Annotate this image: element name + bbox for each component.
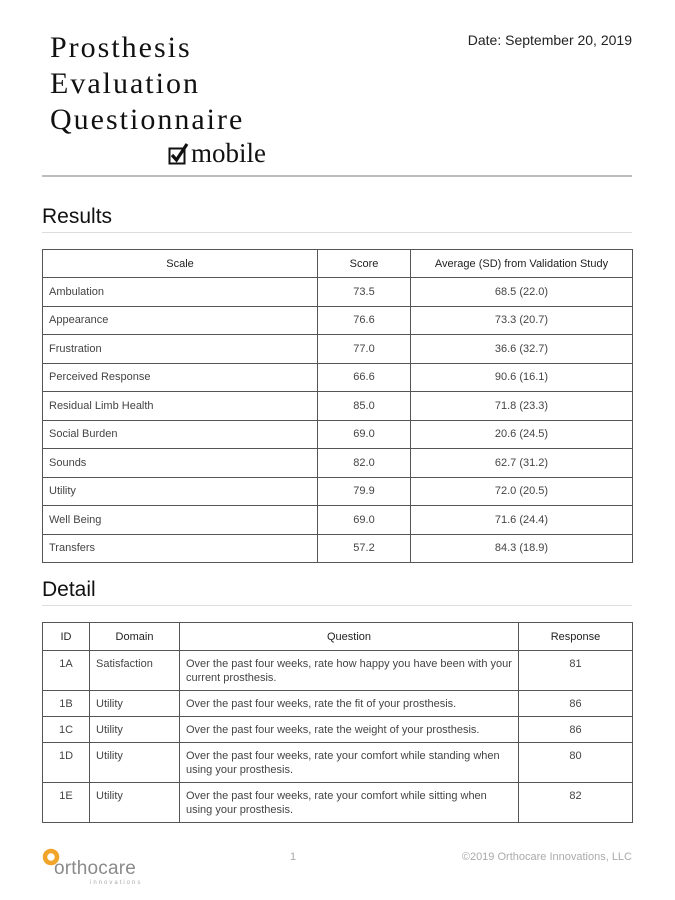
results-header-row xyxy=(43,250,633,278)
document-title xyxy=(50,30,244,138)
table-row xyxy=(43,651,633,691)
detail-heading-rule xyxy=(42,605,632,606)
score-cell: 77.0 xyxy=(318,335,411,364)
table-row xyxy=(43,420,633,449)
header-divider xyxy=(42,175,632,177)
orthocare-logo-tagline: innovations xyxy=(90,880,143,886)
question-cell: Over the past four weeks, rate your comfort while sitting when using your prosthesis. xyxy=(180,783,519,823)
average-cell: 84.3 (18.9) xyxy=(411,534,633,563)
question-cell: Over the past four weeks, rate the weight of your prosthesis. xyxy=(180,717,519,743)
scale-cell: Well Being xyxy=(43,506,318,535)
table-row xyxy=(43,506,633,535)
column-header-id: ID xyxy=(43,623,90,651)
scale-cell: Frustration xyxy=(43,335,318,364)
table-row xyxy=(43,306,633,335)
title-line: Questionnaire xyxy=(50,103,245,136)
average-cell: 73.3 (20.7) xyxy=(411,306,633,335)
scale-cell: Transfers xyxy=(43,534,318,563)
page-number: 1 xyxy=(290,851,297,863)
id-cell: 1B xyxy=(43,691,90,717)
response-cell: 80 xyxy=(519,743,633,783)
domain-cell: Utility xyxy=(90,717,180,743)
response-cell: 86 xyxy=(519,717,633,743)
table-row xyxy=(43,534,633,563)
domain-cell: Utility xyxy=(90,783,180,823)
domain-cell: Satisfaction xyxy=(90,651,180,691)
score-cell: 85.0 xyxy=(318,392,411,421)
column-header-score: Score xyxy=(318,250,411,278)
average-cell: 72.0 (20.5) xyxy=(411,477,633,506)
table-row xyxy=(43,449,633,478)
question-cell: Over the past four weeks, rate the fit of your prosthesis. xyxy=(180,691,519,717)
results-heading-rule xyxy=(42,232,632,233)
score-cell: 73.5 xyxy=(318,278,411,307)
results-table xyxy=(42,249,633,563)
id-cell: 1D xyxy=(43,743,90,783)
title-line: Evaluation xyxy=(50,67,200,100)
table-row xyxy=(43,278,633,307)
results-heading: Results xyxy=(42,205,113,228)
average-cell: 62.7 (31.2) xyxy=(411,449,633,478)
domain-cell: Utility xyxy=(90,691,180,717)
score-cell: 79.9 xyxy=(318,477,411,506)
score-cell: 76.6 xyxy=(318,306,411,335)
question-cell: Over the past four weeks, rate how happy you have been with your current prosthesis. xyxy=(180,651,519,691)
id-cell: 1E xyxy=(43,783,90,823)
scale-cell: Residual Limb Health xyxy=(43,392,318,421)
score-cell: 57.2 xyxy=(318,534,411,563)
response-cell: 86 xyxy=(519,691,633,717)
mobile-logo xyxy=(168,138,266,169)
copyright-notice: ©2019 Orthocare Innovations, LLC xyxy=(461,851,632,863)
scale-cell: Appearance xyxy=(43,306,318,335)
average-cell: 20.6 (24.5) xyxy=(411,420,633,449)
score-cell: 69.0 xyxy=(318,506,411,535)
average-cell: 90.6 (16.1) xyxy=(411,363,633,392)
scale-cell: Ambulation xyxy=(43,278,318,307)
detail-heading: Detail xyxy=(42,578,96,601)
response-cell: 81 xyxy=(519,651,633,691)
domain-cell: Utility xyxy=(90,743,180,783)
score-cell: 69.0 xyxy=(318,420,411,449)
table-row xyxy=(43,363,633,392)
column-header-domain: Domain xyxy=(90,623,180,651)
table-row xyxy=(43,477,633,506)
average-cell: 36.6 (32.7) xyxy=(411,335,633,364)
column-header-response: Response xyxy=(519,623,633,651)
column-header-average: Average (SD) from Validation Study xyxy=(411,250,633,278)
table-row xyxy=(43,717,633,743)
table-row xyxy=(43,743,633,783)
question-cell: Over the past four weeks, rate your comfort while standing when using your prosthesis. xyxy=(180,743,519,783)
detail-header-row xyxy=(43,623,633,651)
scale-cell: Social Burden xyxy=(43,420,318,449)
orthocare-logo-text: orthocare xyxy=(54,858,137,879)
average-cell: 71.6 (24.4) xyxy=(411,506,633,535)
scale-cell: Sounds xyxy=(43,449,318,478)
title-line: Prosthesis xyxy=(50,31,192,64)
scale-cell: Utility xyxy=(43,477,318,506)
score-cell: 66.6 xyxy=(318,363,411,392)
mobile-logo-text: mobile xyxy=(191,138,266,168)
table-row xyxy=(43,783,633,823)
score-cell: 82.0 xyxy=(318,449,411,478)
average-cell: 68.5 (22.0) xyxy=(411,278,633,307)
column-header-scale: Scale xyxy=(43,250,318,278)
detail-table xyxy=(42,622,633,823)
checkbox-checked-icon xyxy=(168,142,190,166)
id-cell: 1A xyxy=(43,651,90,691)
response-cell: 82 xyxy=(519,783,633,823)
column-header-question: Question xyxy=(180,623,519,651)
report-date: Date: September 20, 2019 xyxy=(467,32,632,48)
table-row xyxy=(43,335,633,364)
table-row xyxy=(43,392,633,421)
scale-cell: Perceived Response xyxy=(43,363,318,392)
table-row xyxy=(43,691,633,717)
average-cell: 71.8 (23.3) xyxy=(411,392,633,421)
id-cell: 1C xyxy=(43,717,90,743)
